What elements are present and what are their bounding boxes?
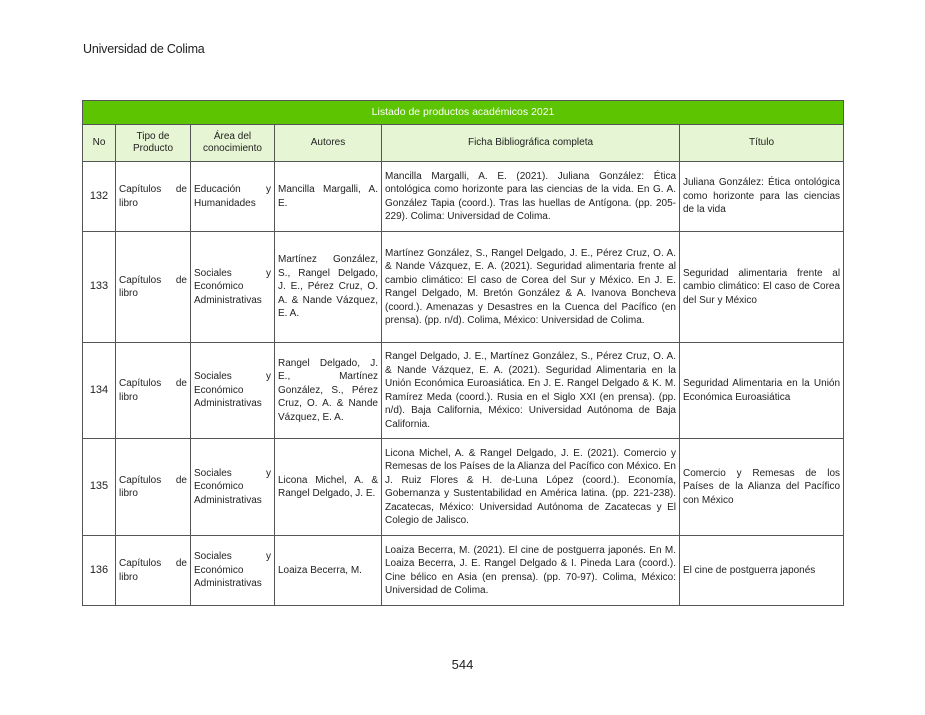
cell-tipo: Capítulos de libro: [116, 439, 191, 536]
cell-no: 134: [83, 343, 116, 439]
column-header-titulo: Título: [680, 125, 844, 162]
cell-autores: Loaiza Becerra, M.: [275, 536, 382, 606]
table-row: [83, 439, 844, 536]
page-number: 544: [451, 657, 474, 672]
cell-titulo: El cine de postguerra japonés: [680, 536, 844, 606]
table-title: Listado de productos académicos 2021: [83, 101, 844, 125]
cell-autores: Mancilla Margalli, A. E.: [275, 162, 382, 232]
column-header-ficha: Ficha Bibliográfica completa: [382, 125, 680, 162]
cell-area: Sociales y Económico Administrativas: [191, 439, 275, 536]
cell-ficha: Licona Michel, A. & Rangel Delgado, J. E. (2021). Comercio y Remesas de los Países de la Alianza del Pacífico con México. En J. Ruiz Flores & H. de-Luna López (coord.). Economía, Gobernanza y Sustentabilidad en América latina. (pp. 221-238). Zacatecas, México: Universidad Autónoma de Zacatecas y El Colegio de Jalisco.: [382, 439, 680, 536]
column-header-no: No: [83, 125, 116, 162]
running-head: Universidad de Colima: [83, 42, 205, 56]
column-header-autores: Autores: [275, 125, 382, 162]
cell-autores: Rangel Delgado, J. E., Martínez González, S., Pérez Cruz, O. A. & Nande Vázquez, E. A.: [275, 343, 382, 439]
cell-titulo: Seguridad Alimentaria en la Unión Económica Euroasiática: [680, 343, 844, 439]
cell-tipo: Capítulos de libro: [116, 162, 191, 232]
cell-no: 135: [83, 439, 116, 536]
table-row: [83, 536, 844, 606]
cell-area: Sociales y Económico Administrativas: [191, 536, 275, 606]
cell-area: Sociales y Económico Administrativas: [191, 343, 275, 439]
cell-tipo: Capítulos de libro: [116, 536, 191, 606]
cell-area: Educación y Humanidades: [191, 162, 275, 232]
table-row: [83, 343, 844, 439]
table-header-row: [83, 125, 844, 162]
cell-titulo: Comercio y Remesas de los Países de la Alianza del Pacífico con México: [680, 439, 844, 536]
cell-no: 136: [83, 536, 116, 606]
cell-autores: Martínez González, S., Rangel Delgado, J. E., Pérez Cruz, O. A. & Nande Vázquez, E. A.: [275, 232, 382, 343]
column-header-area: Área del conocimiento: [191, 125, 275, 162]
academic-products-table: [82, 100, 844, 606]
cell-ficha: Loaiza Becerra, M. (2021). El cine de postguerra japonés. En M. Loaiza Becerra, J. E. Rangel Delgado & I. Pineda Lara (coord.). Cine bélico en Asia (en prensa). (pp. 70-97). Colima, México: Universidad de Colima.: [382, 536, 680, 606]
cell-ficha: Mancilla Margalli, A. E. (2021). Juliana González: Ética ontológica como horizonte para las ciencias de la vida. En G. A. González Tapia (coord.). Tras las huellas de Antígona. (pp. 205-229). Colima: Universidad de Colima.: [382, 162, 680, 232]
cell-no: 133: [83, 232, 116, 343]
table-title-row: [83, 101, 844, 125]
cell-area: Sociales y Económico Administrativas: [191, 232, 275, 343]
cell-no: 132: [83, 162, 116, 232]
cell-titulo: Seguridad alimentaria frente al cambio climático: El caso de Corea del Sur y México: [680, 232, 844, 343]
cell-ficha: Rangel Delgado, J. E., Martínez González, S., Pérez Cruz, O. A. & Nande Vázquez, E. A. (2021). Seguridad Alimentaria en la Unión Económica Euroasiática. En J. E. Rangel Delgado & K. M. Ramírez Meda (coord.). Rusia en el Siglo XXI (en prensa). (pp. n/d). Baja California, México: Universidad Autónoma de Baja California.: [382, 343, 680, 439]
cell-ficha: Martínez González, S., Rangel Delgado, J. E., Pérez Cruz, O. A. & Nande Vázquez, E. A. (2021). Seguridad alimentaria frente al cambio climático: El caso de Corea del Sur y México. En J. E. Rangel Delgado, M. Bretón González & A. Ivanova Boncheva (coord.). Amenazas y Desastres en la Cuenca del Pacífico (en prensa). (pp. n/d). Colima, México: Universidad de Colima.: [382, 232, 680, 343]
column-header-tipo: Tipo de Producto: [116, 125, 191, 162]
cell-tipo: Capítulos de libro: [116, 343, 191, 439]
table-row: [83, 162, 844, 232]
cell-titulo: Juliana González: Ética ontológica como horizonte para las ciencias de la vida: [680, 162, 844, 232]
cell-tipo: Capítulos de libro: [116, 232, 191, 343]
cell-autores: Licona Michel, A. & Rangel Delgado, J. E.: [275, 439, 382, 536]
table-row: [83, 232, 844, 343]
